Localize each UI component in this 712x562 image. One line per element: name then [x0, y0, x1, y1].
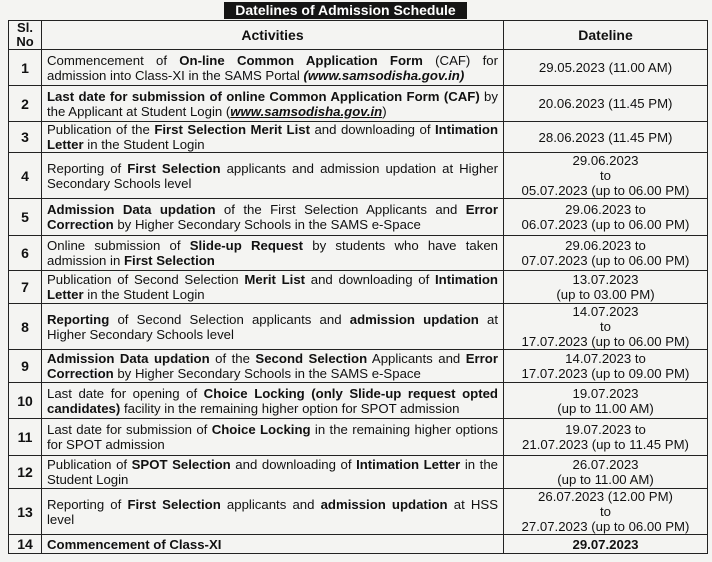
- row-activity: [42, 304, 504, 350]
- table-row: [9, 86, 708, 122]
- row-dateline: 29.06.2023 to 05.07.2023 (up to 06.00 PM): [504, 153, 708, 199]
- row-dateline: 19.07.2023 (up to 11.00 AM): [504, 383, 708, 419]
- activity-text-segment: by students who have taken admission in: [47, 238, 498, 268]
- table-row: [9, 199, 708, 236]
- table-row: [9, 489, 708, 535]
- row-number: 14: [9, 535, 42, 554]
- activity-text-segment: (www.samsodisha.gov.in): [303, 67, 465, 83]
- activity-text-segment: in the remaining higher options for SPOT admission: [47, 422, 498, 452]
- activity-text-segment: Admission Data updation: [47, 202, 216, 217]
- row-number: 13: [9, 489, 42, 535]
- activity-text-segment: Intimation Letter: [356, 457, 461, 472]
- row-number: 7: [9, 271, 42, 304]
- row-number: 8: [9, 304, 42, 350]
- row-number: 5: [9, 199, 42, 236]
- row-dateline: 26.07.2023 (12.00 PM) to 27.07.2023 (up to 06.00 PM): [504, 489, 708, 535]
- activity-text-segment: and downloading of: [305, 272, 435, 287]
- row-activity: [42, 50, 504, 86]
- schedule-table: [8, 20, 708, 554]
- sl-no-header-text: Sl. No: [16, 20, 34, 49]
- activity-text-segment: applicants and: [220, 496, 321, 512]
- row-activity: [42, 271, 504, 304]
- row-dateline: 26.07.2023 (up to 11.00 AM): [504, 456, 708, 489]
- row-activity: [42, 86, 504, 122]
- activity-text-segment: in the Student Login: [83, 137, 205, 152]
- row-number: 1: [9, 50, 42, 86]
- row-activity: [42, 153, 504, 199]
- activity-text-segment: First Selection: [127, 160, 221, 176]
- activity-text-segment: Online submission of: [47, 238, 190, 253]
- activity-text-segment: applicants and admission updation at Higher Secondary Schools level: [47, 160, 499, 191]
- activity-text-segment: Admission Data updation: [47, 351, 210, 366]
- row-dateline: 13.07.2023 (up to 03.00 PM): [504, 271, 708, 304]
- row-dateline: 19.07.2023 to 21.07.2023 (up to 11.45 PM): [504, 419, 708, 456]
- table-row: [9, 456, 708, 489]
- activity-text-segment: Publication of: [47, 457, 132, 472]
- activity-text-segment: facility in the remaining higher option for SPOT admission: [120, 400, 460, 416]
- row-activity: [42, 456, 504, 489]
- activity-text-segment: of the: [209, 351, 256, 366]
- activity-text-segment: Second Selection: [255, 351, 368, 366]
- activity-text-segment: in the Student Login: [47, 457, 498, 487]
- activity-text-segment: and downloading of: [309, 122, 435, 137]
- activity-text-segment: by the Applicant at Student Login (: [47, 88, 498, 119]
- activity-text-segment: of the First Selection Applicants and: [215, 202, 466, 217]
- activity-text-segment: Commencement of Class-XI: [47, 536, 222, 552]
- activity-text-segment: Intimation Letter: [47, 122, 499, 152]
- row-activity: [42, 419, 504, 456]
- table-row: [9, 350, 708, 383]
- table-row: [9, 50, 708, 86]
- activity-text-segment: Choice Locking (only Slide-up request opted candidates): [47, 385, 498, 416]
- activity-text-segment: Merit List: [244, 272, 306, 287]
- activity-text-segment: First Selection: [123, 253, 215, 268]
- activity-text-segment: Last date for submission of: [47, 422, 212, 437]
- row-dateline: 20.06.2023 (11.45 PM): [504, 86, 708, 122]
- table-row: [9, 271, 708, 304]
- activity-text-segment: by Higher Secondary Schools in the SAMS e-Space: [113, 366, 421, 381]
- activity-text-segment: at Higher Secondary Schools level: [47, 311, 498, 342]
- row-activity: [42, 122, 504, 153]
- table-row: [9, 304, 708, 350]
- row-number: 6: [9, 236, 42, 271]
- activity-text-segment: and downloading of: [230, 457, 357, 472]
- sl-no-header: [9, 21, 42, 50]
- table-row: [9, 236, 708, 271]
- activity-text-segment: First Selection Merit List: [154, 122, 310, 137]
- row-dateline: 14.07.2023 to 17.07.2023 (up to 09.00 PM): [504, 350, 708, 383]
- activity-text-segment: at HSS level: [47, 496, 498, 527]
- activity-text-segment: (CAF) for admission into Class-XI in the SAMS Portal: [47, 52, 498, 83]
- activity-text-segment: Reporting of: [47, 160, 128, 176]
- activity-text-segment: On-line Common Application Form: [179, 52, 423, 68]
- row-activity: [42, 236, 504, 271]
- activity-text-segment: ): [382, 103, 387, 119]
- row-number: 2: [9, 86, 42, 122]
- row-activity: [42, 350, 504, 383]
- schedule-rows: [9, 50, 708, 554]
- row-activity: [42, 383, 504, 419]
- activity-text-segment: admission updation: [349, 311, 479, 327]
- activity-text-segment: Applicants and: [367, 351, 466, 366]
- row-dateline: 29.06.2023 to 07.07.2023 (up to 06.00 PM): [504, 236, 708, 271]
- row-number: 11: [9, 419, 42, 456]
- table-row: [9, 535, 708, 554]
- row-dateline: 14.07.2023 to 17.07.2023 (up to 06.00 PM): [504, 304, 708, 350]
- activity-text-segment: First Selection: [127, 496, 221, 512]
- row-activity: [42, 489, 504, 535]
- table-row: [9, 153, 708, 199]
- activity-text-segment: Choice Locking: [211, 422, 311, 437]
- activities-header: Activities: [42, 21, 504, 50]
- activity-text-segment: Commencement of: [47, 52, 180, 68]
- activity-text-segment: Slide-up Request: [189, 238, 304, 253]
- table-row: [9, 122, 708, 153]
- activity-text-segment: SPOT Selection: [131, 457, 231, 472]
- row-dateline: 29.06.2023 to 06.07.2023 (up to 06.00 PM): [504, 199, 708, 236]
- row-number: 9: [9, 350, 42, 383]
- activity-text-segment: Publication of the: [47, 122, 155, 137]
- activity-text-segment: Error Correction: [47, 351, 498, 381]
- activity-text-segment: Reporting of: [47, 496, 128, 512]
- row-number: 3: [9, 122, 42, 153]
- row-activity: [42, 199, 504, 236]
- row-number: 12: [9, 456, 42, 489]
- table-row: [9, 419, 708, 456]
- row-dateline: 28.06.2023 (11.45 PM): [504, 122, 708, 153]
- activity-text-segment: Last date for opening of: [47, 385, 204, 401]
- activity-text-segment: admission updation: [320, 496, 448, 512]
- row-activity: [42, 535, 504, 554]
- table-header-row: [9, 21, 708, 50]
- activity-text-segment: in the Student Login: [83, 287, 205, 302]
- activity-text-segment: Intimation Letter: [47, 272, 498, 302]
- activity-text-segment: Publication of Second Selection: [47, 272, 245, 287]
- activity-text-segment: www.samsodisha.gov.in: [230, 103, 383, 119]
- row-number: 10: [9, 383, 42, 419]
- activity-text-segment: Error Correction: [47, 202, 498, 232]
- activity-text-segment: Reporting: [47, 311, 110, 327]
- row-dateline: 29.05.2023 (11.00 AM): [504, 50, 708, 86]
- dateline-header: Dateline: [504, 21, 708, 50]
- table-row: [9, 383, 708, 419]
- row-dateline: 29.07.2023: [504, 535, 708, 554]
- activity-text-segment: Last date for submission of online Common Application Form (CAF): [47, 88, 480, 104]
- schedule-title: Datelines of Admission Schedule: [224, 2, 467, 19]
- activity-text-segment: of Second Selection applicants and: [109, 311, 350, 327]
- activity-text-segment: by Higher Secondary Schools in the SAMS e-Space: [113, 217, 421, 232]
- row-number: 4: [9, 153, 42, 199]
